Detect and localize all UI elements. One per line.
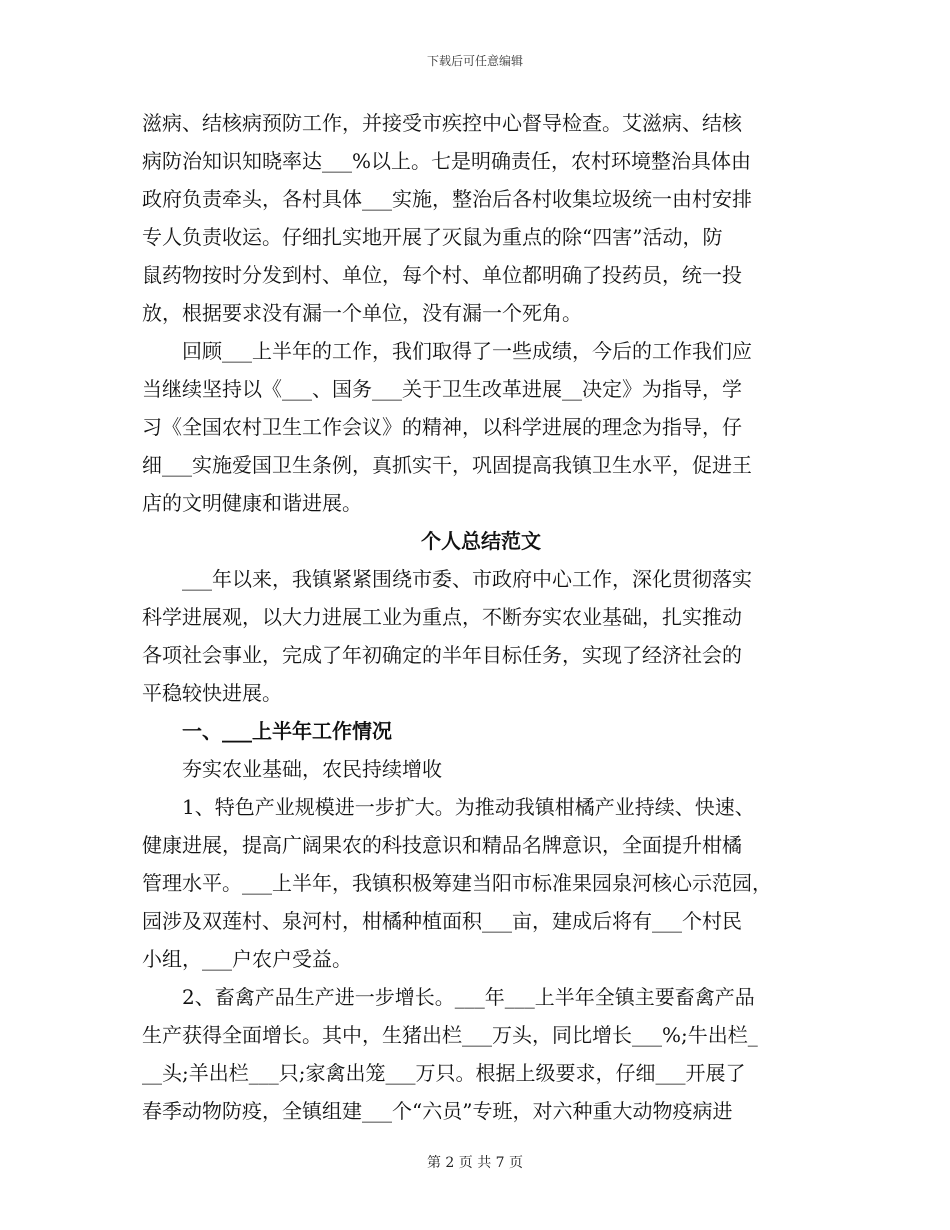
text-line: 鼠药物按时分发到村、单位，每个村、单位都明确了投药员，统一投 bbox=[142, 263, 742, 287]
text-line: 习《全国农村卫生工作会议》的精神，以科学进展的理念为指导，仔 bbox=[142, 415, 742, 439]
document-body bbox=[142, 104, 820, 1130]
text-line: 科学进展观，以大力进展工业为重点，不断夯实农业基础，扎实推动 bbox=[142, 605, 742, 629]
text-line: 春季动物防疫，全镇组建___个“六员”专班，对六种重大动物疫病进 bbox=[142, 1099, 733, 1123]
page-header: 下载后可任意编辑 bbox=[426, 54, 523, 68]
text-line: 1、特色产业规模进一步扩大。为推动我镇柑橘产业持续、快速、 bbox=[182, 795, 755, 819]
text-line: 政府负责牵头，各村具体___实施，整治后各村收集垃圾统一由村安排 bbox=[142, 187, 752, 211]
text-line: ___年以来，我镇紧紧围绕市委、市政府中心工作，深化贯彻落实 bbox=[182, 567, 752, 591]
text-line: 滋病、结核病预防工作，并接受市疾控中心督导检查。艾滋病、结核 bbox=[142, 111, 742, 135]
text-line: 回顾___上半年的工作，我们取得了一些成绩，今后的工作我们应 bbox=[182, 339, 752, 363]
text-line: 小组，___户农户受益。 bbox=[142, 947, 352, 971]
text-line: 园涉及双莲村、泉河村，柑橘种植面积___亩，建成后将有___个村民 bbox=[142, 909, 742, 933]
text-line: 病防治知识知晓率达___%以上。七是明确责任，农村环境整治具体由 bbox=[142, 149, 752, 173]
section-heading: 一、___上半年工作情况 bbox=[182, 719, 392, 743]
text-line: 生产获得全面增长。其中，生猪出栏___万头，同比增长___%;牛出栏_ bbox=[142, 1023, 758, 1047]
text-line: 各项社会事业，完成了年初确定的半年目标任务，实现了经济社会的 bbox=[142, 643, 742, 667]
text-line: 2、畜禽产品生产进一步增长。___年___上半年全镇主要畜禽产品 bbox=[182, 985, 755, 1009]
page-footer: 第 2 页 共 7 页 bbox=[426, 1155, 524, 1171]
text-line: 健康进展，提高广阔果农的科技意识和精品名牌意识，全面提升柑橘 bbox=[142, 833, 742, 857]
text-line: 专人负责收运。仔细扎实地开展了灭鼠为重点的除“四害”活动，防 bbox=[142, 225, 723, 249]
subheading: 夯实农业基础，农民持续增收 bbox=[182, 757, 442, 781]
text-line: 细___实施爱国卫生条例，真抓实干，巩固提高我镇卫生水平，促进王 bbox=[142, 453, 752, 477]
text-line: 店的文明健康和谐进展。 bbox=[142, 491, 362, 515]
text-line: __头;羊出栏___只;家禽出笼___万只。根据上级要求，仔细___开展了 bbox=[142, 1061, 746, 1085]
text-line: 放，根据要求没有漏一个单位，没有漏一个死角。 bbox=[142, 301, 582, 325]
section-title: 个人总结范文 bbox=[421, 529, 541, 553]
text-line: 当继续坚持以《___、国务___关于卫生改革进展__决定》为指导，学 bbox=[142, 377, 742, 401]
text-line: 管理水平。___上半年，我镇积极筹建当阳市标准果园泉河核心示范园， bbox=[142, 871, 772, 895]
text-line: 平稳较快进展。 bbox=[142, 681, 282, 705]
